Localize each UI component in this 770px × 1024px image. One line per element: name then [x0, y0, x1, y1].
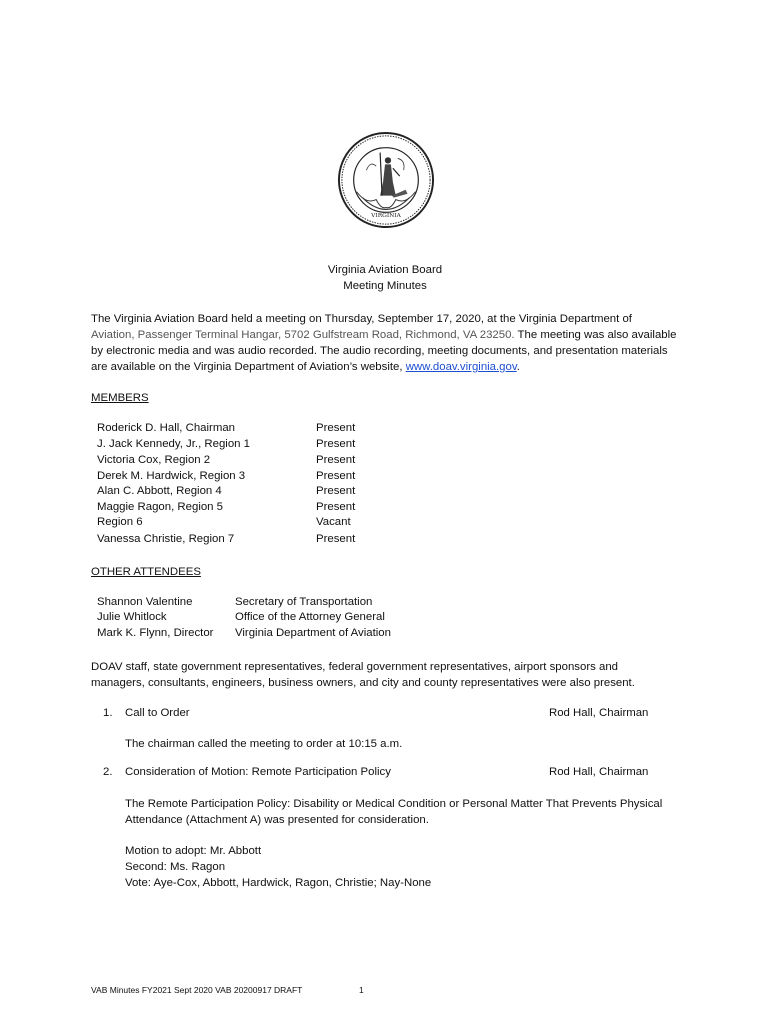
item-title: Consideration of Motion: Remote Participation Policy	[125, 766, 391, 778]
item-presenter: Rod Hall, Chairman	[549, 766, 649, 778]
item-number: 1.	[103, 707, 113, 719]
intro-address: Aviation, Passenger Terminal Hangar, 5702 Gulfstream Road, Richmond, VA 23250.	[91, 329, 515, 341]
intro-line-4-post: .	[516, 361, 520, 373]
attendee-role: Secretary of Transportation	[235, 596, 373, 608]
virginia-seal-icon	[337, 131, 435, 229]
seal-text: VIRGINIA	[371, 213, 401, 220]
attendees-heading: OTHER ATTENDEES	[91, 566, 201, 578]
footer-page-number: 1	[359, 985, 364, 995]
member-status: Vacant	[316, 516, 351, 528]
member-name: Alan C. Abbott, Region 4	[97, 485, 222, 497]
motion-text: Motion to adopt: Mr. Abbott	[125, 845, 262, 857]
members-heading: MEMBERS	[91, 392, 149, 404]
member-name: Maggie Ragon, Region 5	[97, 501, 224, 513]
member-status: Present	[316, 422, 356, 434]
member-status: Present	[316, 438, 356, 450]
item-number: 2.	[103, 766, 113, 778]
intro-line-2-rest: The meeting was also available	[514, 329, 677, 341]
vote-text: Vote: Aye-Cox, Abbott, Hardwick, Ragon, Christie; Nay-None	[125, 877, 432, 889]
intro-line-4-pre: are available on the Virginia Department of Aviation’s website,	[91, 361, 406, 373]
document-title: Virginia Aviation Board	[327, 264, 443, 276]
member-status: Present	[316, 485, 356, 497]
attendee-name: Mark K. Flynn, Director	[97, 627, 214, 639]
item-title: Call to Order	[125, 707, 190, 719]
intro-line-2	[91, 327, 676, 343]
member-status: Present	[316, 533, 356, 545]
second-text: Second: Ms. Ragon	[125, 861, 226, 873]
item-body: The chairman called the meeting to order at 10:15 a.m.	[125, 738, 403, 750]
member-name: J. Jack Kennedy, Jr., Region 1	[97, 438, 251, 450]
member-name: Roderick D. Hall, Chairman	[97, 422, 235, 434]
member-status: Present	[316, 501, 356, 513]
staff-line-1: DOAV staff, state government representatives, federal government representatives, airport sponsors and	[91, 661, 618, 673]
footer-document-id: VAB Minutes FY2021 Sept 2020 VAB 20200917 DRAFT	[91, 985, 303, 995]
item-presenter: Rod Hall, Chairman	[549, 707, 649, 719]
doav-website-link[interactable]: www.doav.virginia.gov	[405, 361, 517, 373]
member-status: Present	[316, 454, 356, 466]
attendee-role: Office of the Attorney General	[235, 611, 385, 623]
attendee-name: Shannon Valentine	[97, 596, 193, 608]
staff-line-2: managers, consultants, engineers, business owners, and city and county representatives were also present.	[91, 677, 635, 689]
member-name: Victoria Cox, Region 2	[97, 454, 211, 466]
intro-line-1: The Virginia Aviation Board held a meeting on Thursday, September 17, 2020, at the Virginia Department of	[91, 313, 632, 325]
intro-line-4	[91, 359, 520, 375]
member-status: Present	[316, 470, 356, 482]
document-subtitle: Meeting Minutes	[343, 280, 427, 292]
item-body-line-1: The Remote Participation Policy: Disability or Medical Condition or Personal Matter That Prevents Physical	[125, 798, 663, 810]
member-name: Vanessa Christie, Region 7	[97, 533, 235, 545]
item-body-line-2: Attendance (Attachment A) was presented for consideration.	[125, 814, 429, 826]
attendee-name: Julie Whitlock	[97, 611, 167, 623]
member-name: Derek M. Hardwick, Region 3	[97, 470, 246, 482]
attendee-role: Virginia Department of Aviation	[235, 627, 391, 639]
intro-line-3: by electronic media and was audio recorded. The audio recording, meeting documents, and presentation materials	[91, 345, 668, 357]
member-name: Region 6	[97, 516, 143, 528]
